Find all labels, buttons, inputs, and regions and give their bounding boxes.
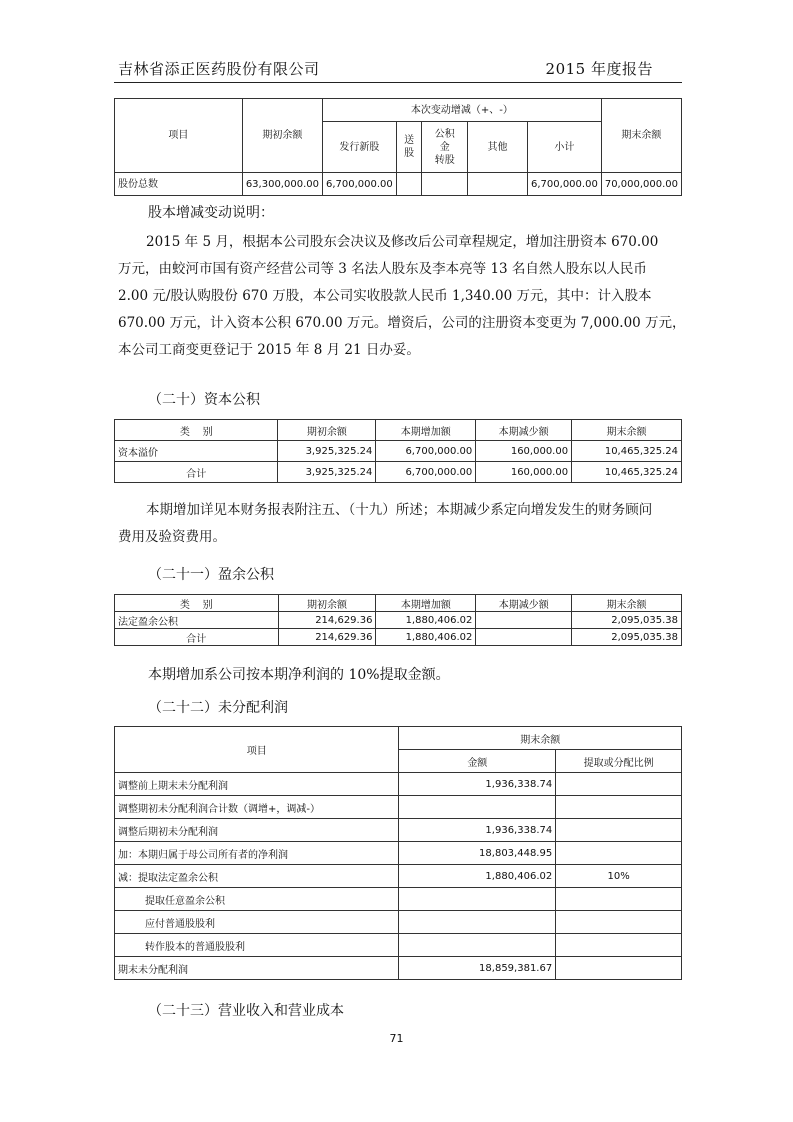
cell-end: 70,000,000.00 [601, 173, 681, 196]
capital-reserve-table [114, 419, 682, 483]
cell-amount: 18,859,381.67 [399, 957, 556, 980]
row-label: 调整后期初未分配利润 [115, 819, 399, 842]
table-row [115, 911, 682, 934]
header-ratio: 提取或分配比例 [556, 750, 682, 773]
cell-begin: 3,925,325.24 [278, 462, 376, 483]
cell-increase: 6,700,000.00 [376, 462, 476, 483]
row-label: 调整前上期末未分配利润 [115, 773, 399, 796]
share-capital-table [114, 98, 682, 196]
header-increase: 本期增加额 [376, 595, 476, 612]
header-increase: 本期增加额 [376, 420, 476, 441]
cell-decrease: 160,000.00 [476, 441, 572, 462]
cell-decrease [476, 629, 572, 646]
cell-amount [399, 911, 556, 934]
cell-ratio [556, 842, 682, 865]
header-type: 类 别 [115, 420, 278, 441]
row-label: 法定盈余公积 [115, 612, 279, 629]
row-label: 调整期初未分配利润合计数（调增+，调减-） [115, 796, 399, 819]
header-end: 期末余额 [572, 595, 682, 612]
cell-amount: 18,803,448.95 [399, 842, 556, 865]
table-row [115, 842, 682, 865]
header-new-shares: 发行新股 [322, 122, 396, 173]
cell-decrease [476, 612, 572, 629]
paragraph-line: 2015 年 5 月，根据本公司股东会决议及修改后公司章程规定，增加注册资本 670.00 [146, 234, 659, 250]
table-row [115, 612, 682, 629]
header-bonus-shares: 送 股 [396, 122, 422, 173]
undistributed-profit-table [114, 726, 682, 980]
paragraph-line: 670.00 万元，计入资本公积 670.00 万元。增资后，公司的注册资本变更为 7,000.00 万元， [118, 315, 686, 331]
header-amount: 金额 [399, 750, 556, 773]
surplus-note: 本期增加系公司按本期净利润的 10%提取金额。 [148, 667, 450, 683]
paragraph-line: 费用及验资费用。 [118, 529, 226, 545]
table-row [115, 441, 682, 462]
section-title-capital-reserve: （二十）资本公积 [148, 392, 260, 408]
section-title-surplus-reserve: （二十一）盈余公积 [148, 567, 274, 583]
cell-begin: 214,629.36 [278, 629, 376, 646]
cell-end: 2,095,035.38 [572, 629, 682, 646]
cell-increase: 6,700,000.00 [376, 441, 476, 462]
header-company: 吉林省添正医药股份有限公司 [118, 60, 320, 78]
cell-decrease: 160,000.00 [476, 462, 572, 483]
header-change: 本次变动增减（+、-） [322, 99, 601, 122]
cell-ratio: 10% [556, 865, 682, 888]
paragraph-line: 2.00 元/股认购股份 670 万股，本公司实收股款人民币 1,340.00 万元，其中：计入股本 [118, 288, 652, 304]
table-row [115, 819, 682, 842]
cell-ratio [556, 911, 682, 934]
cell-subtotal: 6,700,000.00 [528, 173, 602, 196]
row-label: 转作股本的普通股股利 [115, 934, 399, 957]
paragraph-line: 本公司工商变更登记于 2015 年 8 月 21 日办妥。 [118, 342, 420, 358]
header-end-balance: 期末余额 [601, 99, 681, 173]
table-row-total [115, 629, 682, 646]
row-label: 加：本期归属于母公司所有者的净利润 [115, 842, 399, 865]
paragraph-line: 万元，由蛟河市国有资产经营公司等 3 名法人股东及李本亮等 13 名自然人股东以人民币 [118, 261, 647, 277]
header-end-balance: 期末余额 [399, 727, 682, 750]
cell-increase: 1,880,406.02 [376, 612, 476, 629]
cell-amount [399, 888, 556, 911]
cell-begin: 63,300,000.00 [242, 173, 322, 196]
table-row [115, 796, 682, 819]
header-item: 项目 [115, 727, 399, 773]
header-report-year: 2015 年度报告 [545, 60, 653, 78]
cell-amount [399, 934, 556, 957]
cell-ratio [556, 934, 682, 957]
header-item: 项目 [115, 99, 243, 173]
header-begin: 期初余额 [278, 595, 376, 612]
header-decrease: 本期减少额 [476, 595, 572, 612]
table-row [115, 888, 682, 911]
header-decrease: 本期减少额 [476, 420, 572, 441]
table-row [115, 934, 682, 957]
table-row [115, 773, 682, 796]
row-label: 合计 [115, 629, 279, 646]
header-end: 期末余额 [572, 420, 682, 441]
header-type: 类 别 [115, 595, 279, 612]
cell-begin: 214,629.36 [278, 612, 376, 629]
cell-other [468, 173, 528, 196]
header-begin: 期初余额 [278, 420, 376, 441]
cell-amount: 1,936,338.74 [399, 773, 556, 796]
row-label: 提取任意盈余公积 [115, 888, 399, 911]
cell-end: 10,465,325.24 [572, 462, 682, 483]
capital-note-paragraph [118, 497, 680, 551]
table-row [115, 957, 682, 980]
cell-reserve [422, 173, 468, 196]
table-row [115, 173, 682, 196]
cell-issue: 6,700,000.00 [322, 173, 396, 196]
header-subtotal: 小计 [528, 122, 602, 173]
row-label: 减：提取法定盈余公积 [115, 865, 399, 888]
cell-increase: 1,880,406.02 [376, 629, 476, 646]
row-label: 股份总数 [115, 173, 243, 196]
row-label: 资本溢价 [115, 441, 278, 462]
header-other: 其他 [468, 122, 528, 173]
paragraph-line: 本期增加详见本财务报表附注五、（十九）所述；本期减少系定向增发发生的财务顾问 [146, 502, 653, 518]
row-label: 应付普通股股利 [115, 911, 399, 934]
cell-ratio [556, 957, 682, 980]
table-row [115, 865, 682, 888]
page-number: 71 [389, 1032, 404, 1045]
row-label: 期末未分配利润 [115, 957, 399, 980]
section-title-undistributed-profit: （二十二）未分配利润 [148, 700, 288, 716]
cell-amount [399, 796, 556, 819]
cell-ratio [556, 773, 682, 796]
cell-amount: 1,880,406.02 [399, 865, 556, 888]
cell-ratio [556, 819, 682, 842]
cell-amount: 1,936,338.74 [399, 819, 556, 842]
header-begin-balance: 期初余额 [242, 99, 322, 173]
table-row-total [115, 462, 682, 483]
section-title-revenue: （二十三）营业收入和营业成本 [148, 1003, 344, 1019]
cell-end: 2,095,035.38 [572, 612, 682, 629]
surplus-reserve-table [114, 594, 682, 646]
cell-ratio [556, 796, 682, 819]
header-rule [114, 82, 682, 83]
row-label: 合计 [115, 462, 278, 483]
equity-note-title: 股本增减变动说明： [148, 205, 274, 221]
equity-note-paragraph [118, 229, 686, 364]
cell-ratio [556, 888, 682, 911]
cell-end: 10,465,325.24 [572, 441, 682, 462]
header-reserve-conversion: 公积 金 转股 [422, 122, 468, 173]
cell-bonus [396, 173, 422, 196]
cell-begin: 3,925,325.24 [278, 441, 376, 462]
